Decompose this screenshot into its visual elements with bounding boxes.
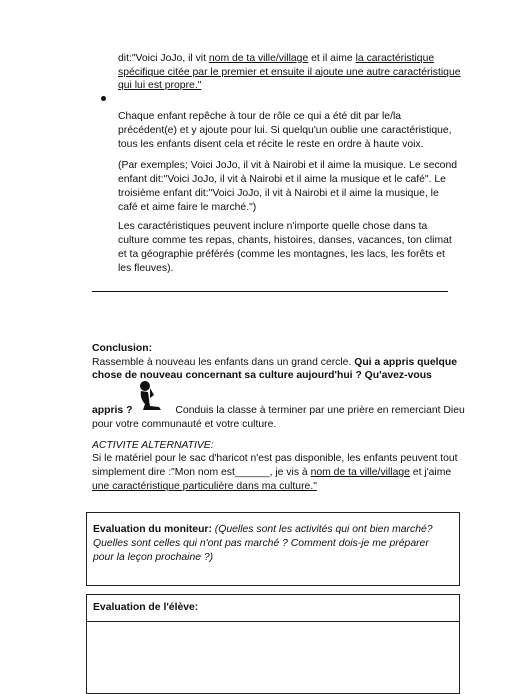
bullet-line-3: tous les enfants disent cela et récite le reste en ordre à haute voix. [118, 139, 424, 150]
student-evaluation-divider [87, 621, 459, 622]
alternative-line-2: simplement dire :"Mon nom est______, je vis à nom de ta ville/village et j'aime [92, 467, 452, 478]
monitor-evaluation-line-2: Quelles sont celles qui n'ont pas marché ? Comment dois-je me préparer [93, 538, 429, 549]
student-evaluation-label: Evaluation de l'élève: [93, 602, 199, 613]
conclusion-line-4: pour votre communauté et votre culture. [92, 419, 277, 430]
alternative-line-1: Si le matériel pour le sac d'haricot n'est pas disponible, les enfants peuvent tout [92, 453, 458, 464]
alternative-line-3: une caractéristique particulière dans ma culture." [92, 481, 317, 492]
student-evaluation-box[interactable] [86, 594, 460, 694]
bullet-line-2: précédent(e) et y ajoute pour lui. Si quelqu'un oublie une caractéristique, [118, 125, 452, 136]
characteristics-line-2: culture comme tes repas, chants, histoires, danses, vacances, ton climat [118, 235, 452, 246]
horizontal-divider [92, 291, 448, 292]
conclusion-line-1: Rassemble à nouveau les enfants dans un grand cercle. Qui a appris quelque [92, 357, 458, 368]
continuation-line-3: qui lui est propre." [118, 80, 202, 91]
continuation-line-2: spécifique citée par le premier et ensuite il ajoute une autre caractéristique [118, 66, 461, 78]
monitor-evaluation-line-3: pour la leçon prochaine ?) [93, 552, 214, 563]
conclusion-line-2: chose de nouveau concernant sa culture aujourd'hui ? Qu'avez-vous [92, 370, 432, 381]
monitor-evaluation-line-1: Evaluation du moniteur: (Quelles sont les activités qui ont bien marché? [93, 524, 433, 535]
monitor-evaluation-box[interactable] [86, 512, 460, 586]
characteristics-line-4: les fleuves). [118, 263, 174, 274]
continuation-line-1: dit:"Voici JoJo, il vit nom de ta ville/village et il aime la caractéristique [118, 53, 435, 64]
conclusion-heading: Conclusion: [92, 343, 153, 354]
example-line-1: (Par exemples; Voici JoJo, il vit à Nairobi et il aime la musique. Le second [118, 160, 458, 171]
characteristics-line-3: et ta géographie préférés (comme les montagnes, les lacs, les forêts et [118, 249, 445, 260]
example-line-2: enfant dit:"Voici JoJo, il vit à Nairobi et il aime la musique et le café". Le [118, 174, 446, 185]
characteristics-line-1: Les caractéristiques peuvent inclure n'importe quelle chose dans ta [118, 221, 428, 232]
example-line-4: café et aime faire le marché.") [118, 202, 257, 213]
conclusion-line-3: appris ? Conduis la classe à terminer par une prière en remerciant Dieu [92, 405, 465, 416]
example-line-3: troisième enfant dit:"Voici JoJo, il vit à Nairobi et il aime la musique, le [118, 188, 439, 199]
bullet-icon [101, 96, 106, 101]
bullet-line-1: Chaque enfant repêche à tour de rôle ce qui a été dit par le/la [118, 111, 402, 122]
alternative-heading: ACTIVITE ALTERNATIVE: [92, 440, 214, 451]
